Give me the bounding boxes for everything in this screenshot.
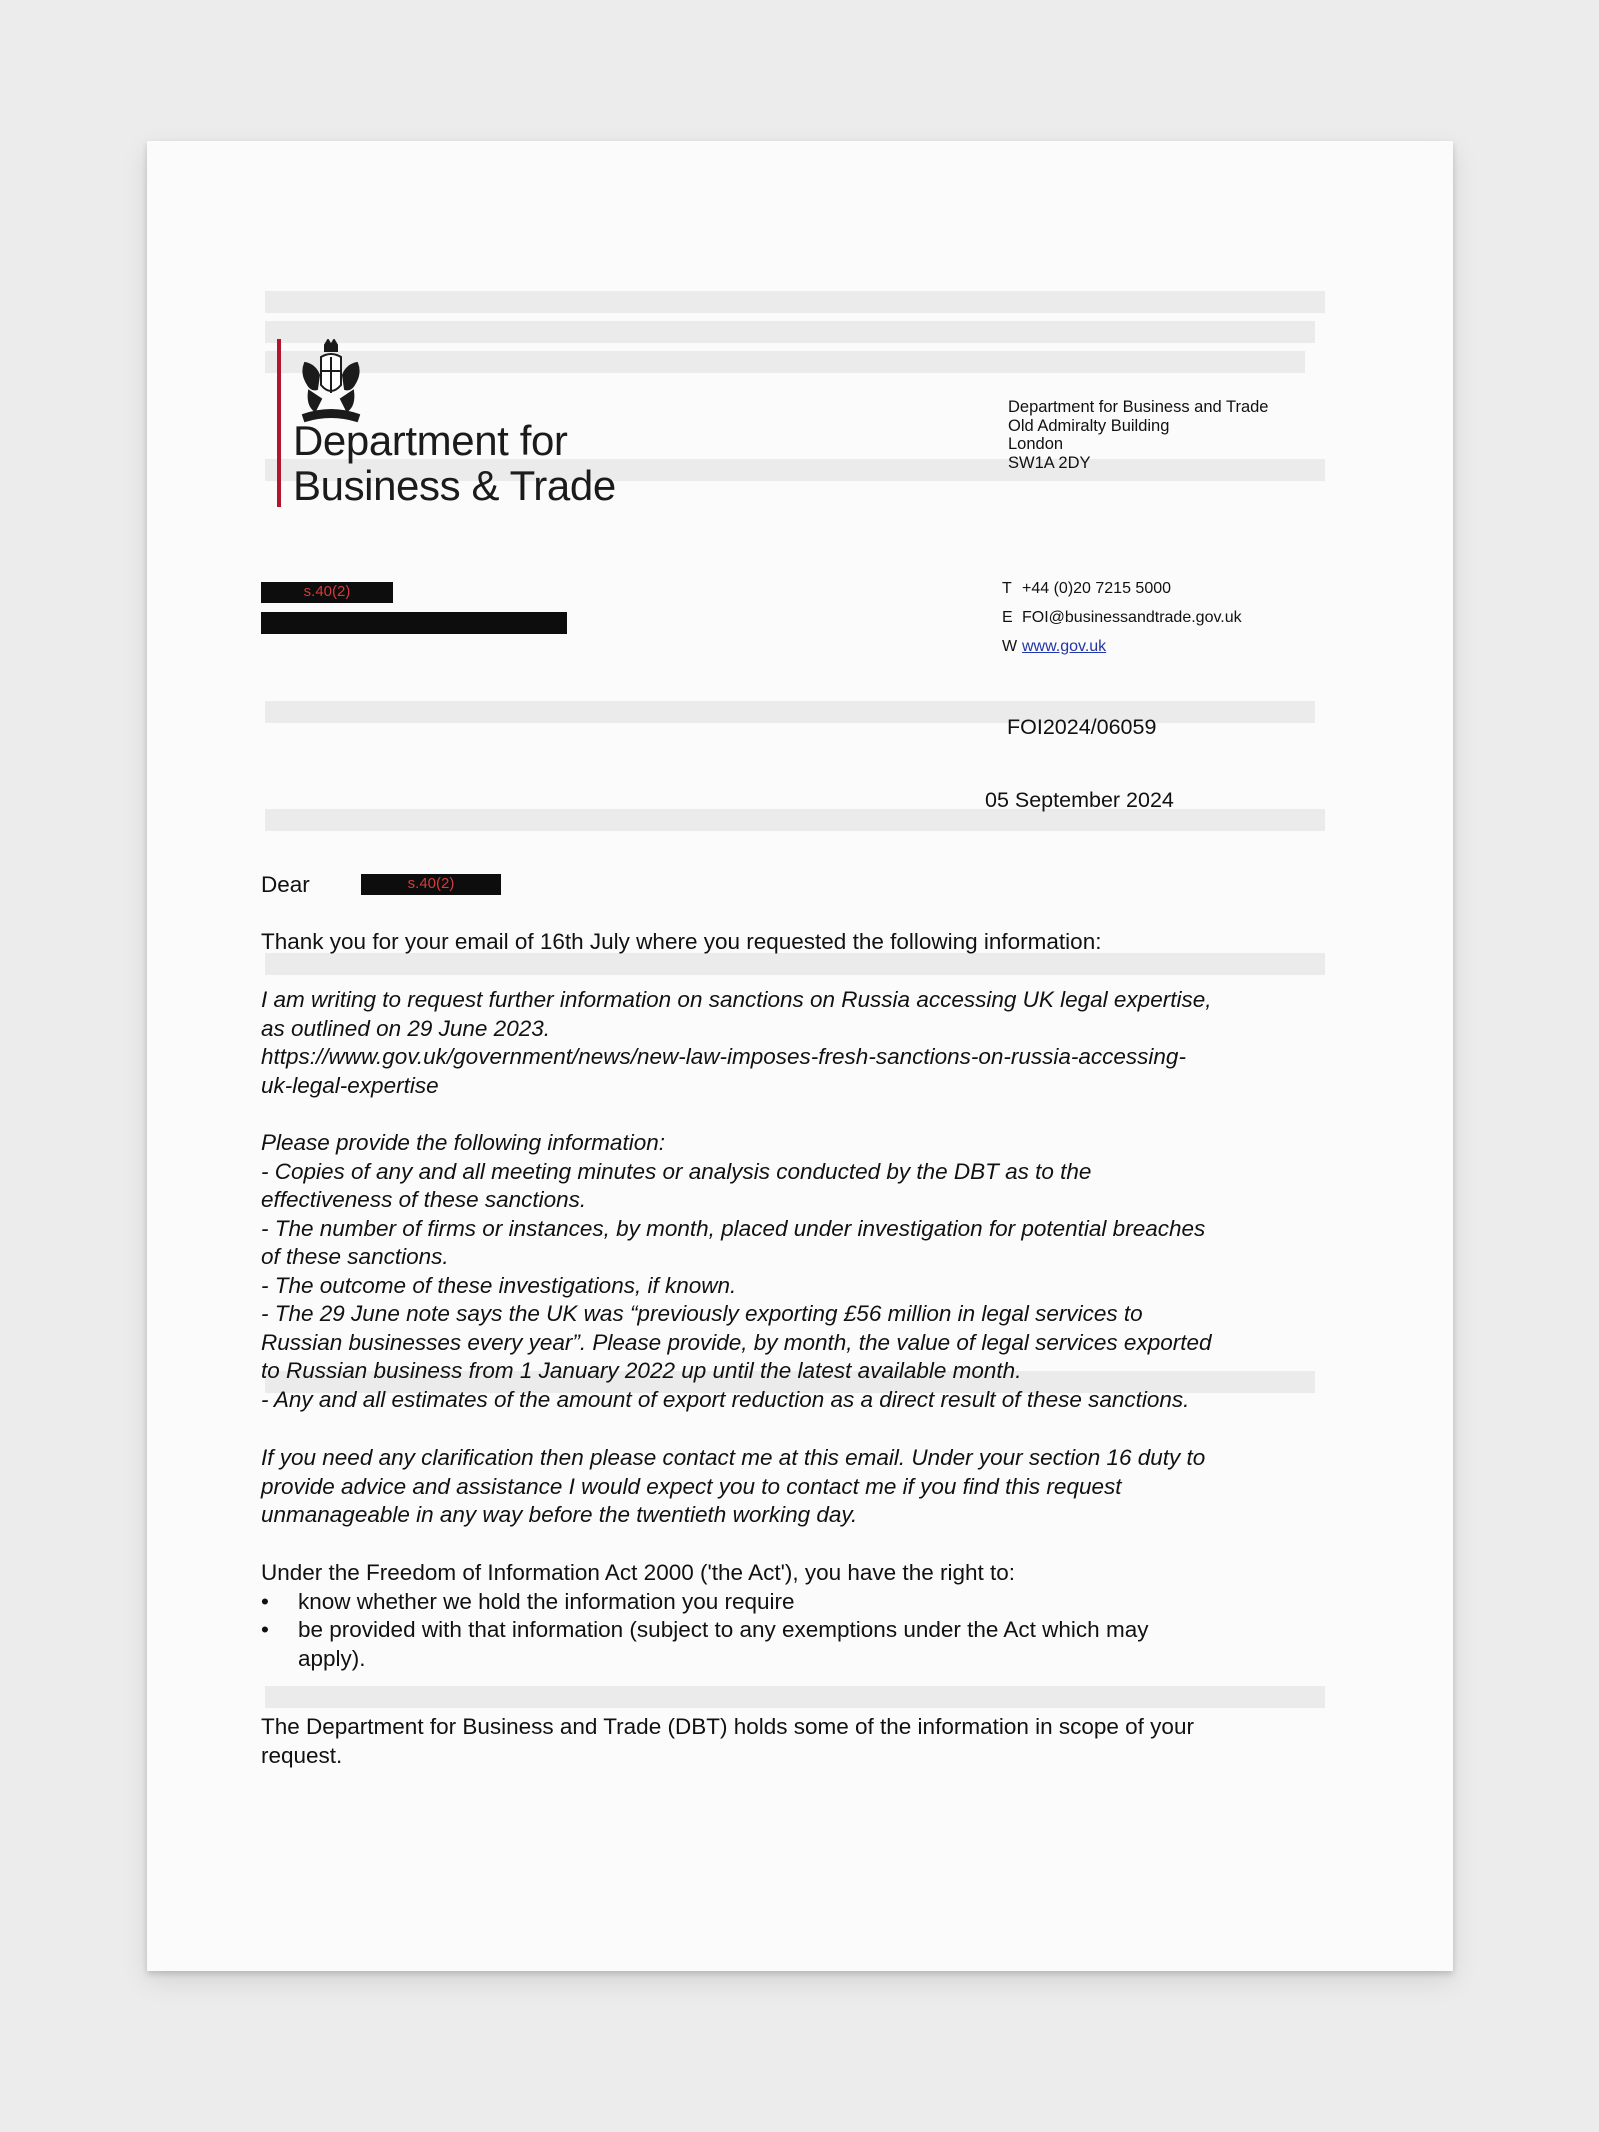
body-text: to Russian business from 1 January 2022 up until the latest available month. — [261, 1358, 1022, 1383]
contact-email — [1002, 603, 1242, 632]
body-text: Please provide the following information: — [261, 1130, 665, 1155]
intro-paragraph — [261, 928, 1371, 957]
redaction-box — [261, 582, 393, 603]
body-text: - The number of firms or instances, by month, placed under investigation for potential breaches — [261, 1215, 1206, 1241]
body-text: - Copies of any and all meeting minutes or analysis conducted by the DBT as to the — [261, 1158, 1092, 1184]
body-text: - Any and all estimates of the amount of export reduction as a direct result of these sanctions. — [261, 1386, 1190, 1412]
org-logotype — [293, 418, 616, 508]
reference-number: FOI2024/06059 — [1007, 715, 1157, 739]
address-line: Old Admiralty Building — [1008, 416, 1170, 435]
request-paragraph-3 — [261, 1444, 1371, 1530]
royal-crest-icon — [295, 339, 367, 423]
contact-web — [1002, 632, 1242, 661]
body-text: I am writing to request further information on sanctions on Russia accessing UK legal expertise, — [261, 987, 1212, 1012]
body-text: apply). — [298, 1645, 366, 1671]
address-line: SW1A 2DY — [1008, 453, 1091, 472]
bullet-icon: • — [261, 1617, 269, 1642]
request-paragraph-1 — [261, 986, 1371, 1100]
letter-date: 05 September 2024 — [985, 788, 1174, 812]
phone-number: +44 (0)20 7215 5000 — [1022, 580, 1172, 597]
body-text: effectiveness of these sanctions. — [261, 1187, 587, 1212]
contact-key: W — [1002, 638, 1018, 655]
brand-bar — [277, 339, 281, 507]
contact-details — [1002, 574, 1242, 661]
email-address[interactable]: FOI@businessandtrade.gov.uk — [1022, 609, 1242, 626]
rights-list-item — [261, 1616, 1371, 1673]
request-url: uk-legal-expertise — [261, 1072, 439, 1098]
website-link[interactable]: www.gov.uk — [1022, 638, 1107, 655]
sender-address — [1008, 398, 1268, 472]
body-text: Russian businesses every year”. Please provide, by month, the value of legal services exported — [261, 1329, 1212, 1355]
foi-rights-section — [261, 1559, 1371, 1673]
redaction-label: s.40(2) — [303, 583, 351, 600]
org-name-line2: Business & Trade — [293, 462, 616, 509]
redaction-box — [261, 612, 567, 634]
body-text: as outlined on 29 June 2023. — [261, 1015, 550, 1041]
org-name-line1: Department for — [293, 417, 568, 464]
body-text: know whether we hold the information you require — [298, 1588, 795, 1614]
body-text: Under the Freedom of Information Act 2000 ('the Act'), you have the right to: — [261, 1560, 1016, 1585]
body-text: be provided with that information (subject to any exemptions under the Act which may — [298, 1617, 1149, 1642]
rights-list-item — [261, 1588, 1371, 1617]
redaction-label: s.40(2) — [407, 875, 455, 892]
bullet-icon: • — [261, 1588, 269, 1614]
request-paragraph-2 — [261, 1129, 1371, 1414]
body-text: unmanageable in any way before the twentieth working day. — [261, 1502, 858, 1527]
letter-page — [147, 141, 1453, 1971]
contact-key: E — [1002, 609, 1013, 626]
body-text: provide advice and assistance I would expect you to contact me if you find this request — [261, 1473, 1122, 1499]
body-text: request. — [261, 1742, 343, 1768]
body-text: The Department for Business and Trade (DBT) holds some of the information in scope of your — [261, 1714, 1194, 1739]
body-text: - The outcome of these investigations, if known. — [261, 1272, 737, 1298]
body-text: of these sanctions. — [261, 1244, 449, 1269]
closing-paragraph — [261, 1713, 1371, 1770]
body-text: Thank you for your email of 16th July where you requested the following information: — [261, 929, 1102, 954]
salutation: Dear — [261, 872, 310, 897]
redaction-box — [361, 874, 501, 895]
address-line: Department for Business and Trade — [1008, 398, 1269, 416]
contact-key: T — [1002, 580, 1012, 597]
request-url: https://www.gov.uk/government/news/new-law-imposes-fresh-sanctions-on-russia-accessing- — [261, 1044, 1186, 1069]
body-text: If you need any clarification then please contact me at this email. Under your section 16 duty to — [261, 1445, 1206, 1470]
body-text: - The 29 June note says the UK was “previously exporting £56 million in legal services to — [261, 1301, 1143, 1326]
contact-phone — [1002, 574, 1242, 603]
address-line: London — [1008, 435, 1064, 453]
